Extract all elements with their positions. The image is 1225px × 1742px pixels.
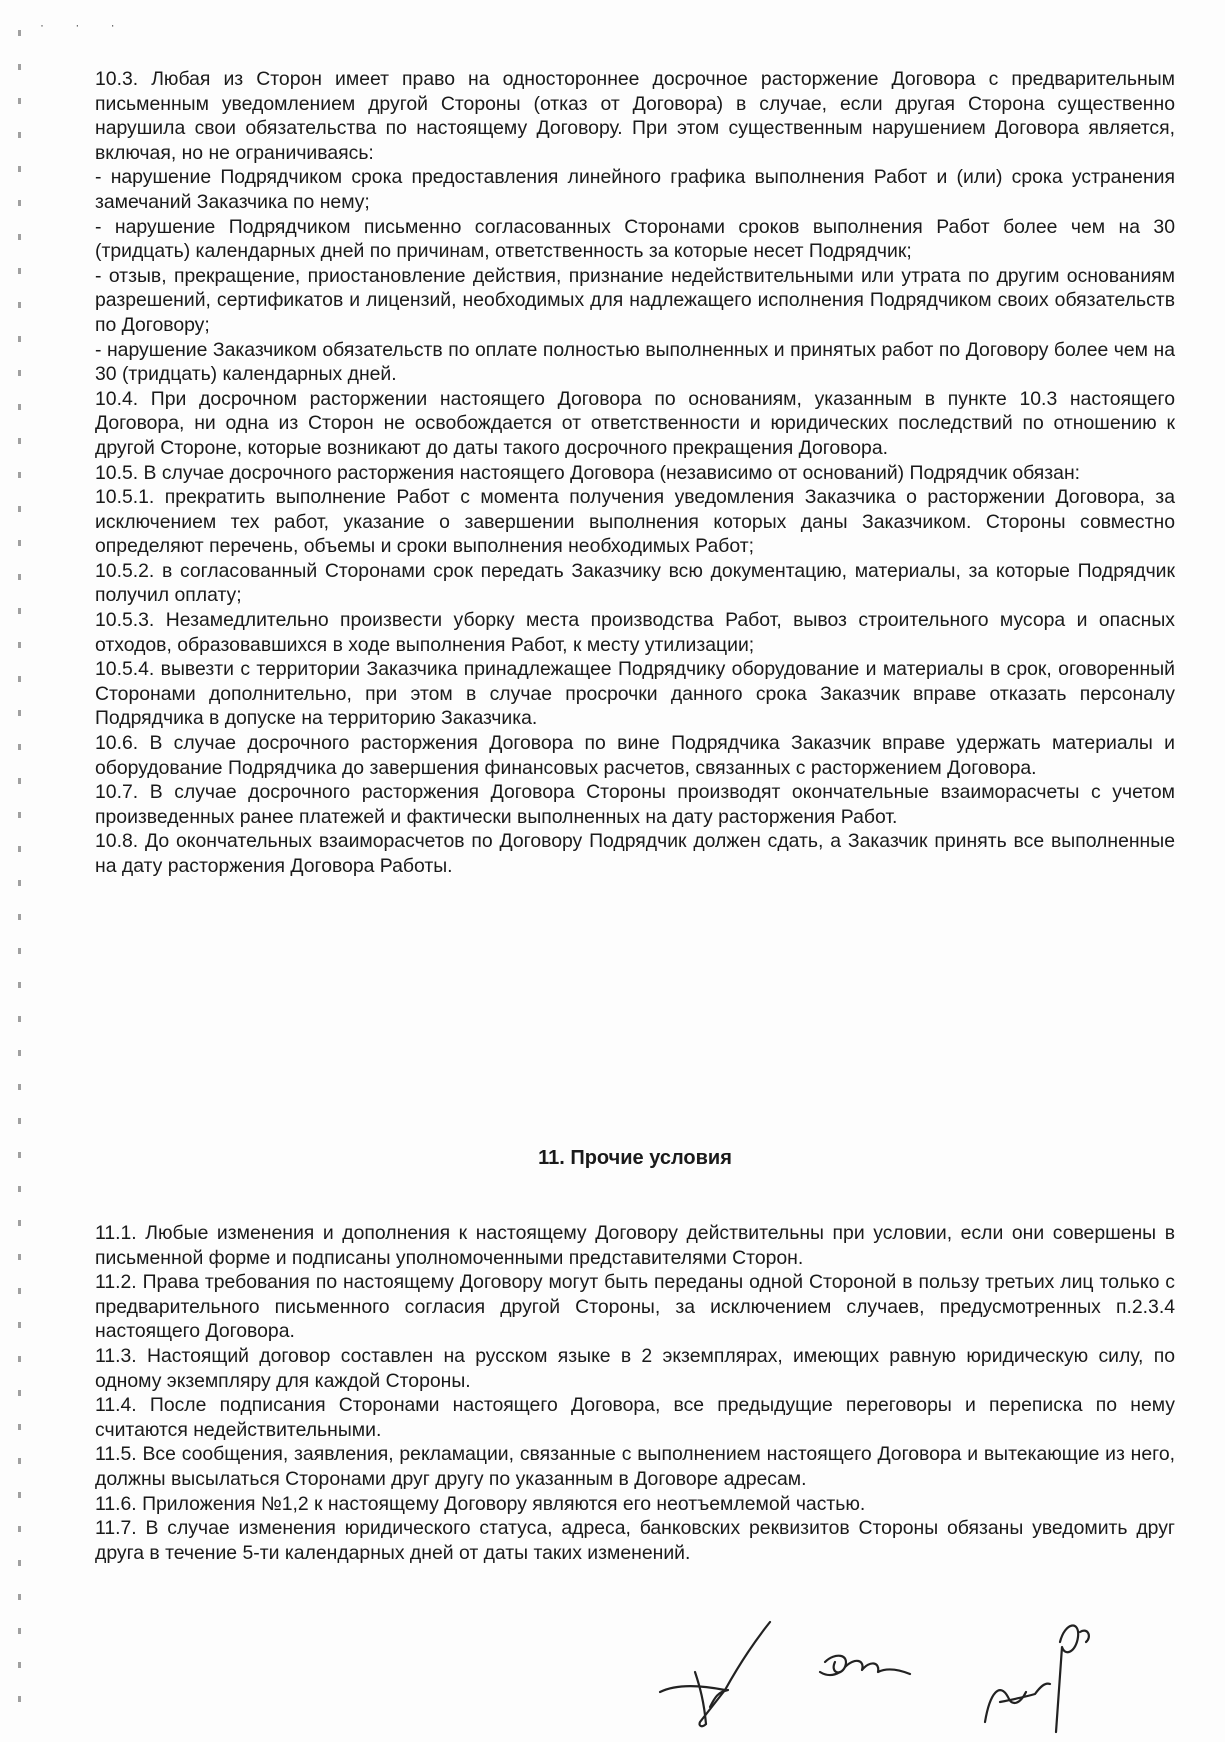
handwritten-signatures: [640, 1612, 1200, 1737]
paragraph-11-6: 11.6. Приложения №1,2 к настоящему Договору являются его неотъемлемой частью.: [95, 1492, 866, 1515]
paragraph-11-1: 11.1. Любые изменения и дополнения к настоящему Договору действительны при условии, если они совершены в письменной форме и подписаны уполномоченными представителями Сторон.: [95, 1222, 1175, 1269]
paragraph-10-5-1: 10.5.1. прекратить выполнение Работ с момента получения уведомления Заказчика о расторжении Договора, за исключением тех работ, указание о завершении выполнения которых даны Заказчиком. Стороны совместно определяют перечень, объемы и сроки выполнения необходимых Работ;: [95, 486, 1175, 558]
signature-3-icon: [985, 1626, 1089, 1732]
paragraph-10-5: 10.5. В случае досрочного расторжения настоящего Договора (независимо от оснований) Подрядчик обязан:: [95, 461, 1081, 484]
paragraph-10-5-3: 10.5.3. Незамедлительно произвести уборку места производства Работ, вывоз строительного мусора и опасных отходов, образовавшихся в ходе выполнения Работ, к месту утилизации;: [95, 609, 1175, 656]
scan-artifact-dots: · · ·: [40, 18, 129, 32]
paragraph-11-7: 11.7. В случае изменения юридического статуса, адреса, банковских реквизитов Стороны обязаны уведомить друг друга в течение 5-ти календарных дней от даты таких изменений.: [95, 1517, 1175, 1564]
section-11-heading: 11. Прочие условия: [538, 1147, 732, 1169]
signature-1-icon: [660, 1622, 770, 1726]
section-11-text: [95, 1221, 1175, 1565]
paragraph-10-3-item-3: - отзыв, прекращение, приостановление действия, признание недействительными или утрата по другим основаниям разрешений, сертификатов и лицензий, необходимых для надлежащего исполнения Подрядчиком своих обязательств по Договору;: [95, 264, 1175, 336]
paragraph-10-8: 10.8. До окончательных взаиморасчетов по Договору Подрядчик должен сдать, а Заказчик принять все выполненные на дату расторжения Договора Работы.: [95, 830, 1175, 877]
paragraph-10-3-item-4: - нарушение Заказчиком обязательств по оплате полностью выполненных и принятых работ по Договору более чем на 30 (тридцать) календарных дней.: [95, 338, 1175, 386]
paragraph-10-5-2: 10.5.2. в согласованный Сторонами срок передать Заказчику всю документацию, материалы, за которые Подрядчик получил оплату;: [95, 559, 1175, 607]
paragraph-11-4: 11.4. После подписания Сторонами настоящего Договора, все предыдущие переговоры и переписка по нему считаются недействительными.: [95, 1394, 1175, 1441]
paragraph-10-3-item-1: - нарушение Подрядчиком срока предоставления линейного графика выполнения Работ и (или) срока устранения замечаний Заказчика по нему;: [95, 166, 1175, 213]
paragraph-11-2: 11.2. Права требования по настоящему Договору могут быть переданы одной Стороной в пользу третьих лиц только с предварительного письменного согласия другой Стороны, за исключением случаев, предусмотренных п.2.3.4 настоящего Договора.: [95, 1271, 1175, 1343]
paragraph-11-5: 11.5. Все сообщения, заявления, рекламации, связанные с выполнением настоящего Договора и вытекающие из него, должны высылаться Сторонами друг другу по указанным в Договоре адресам.: [95, 1443, 1175, 1490]
paragraph-10-5-4: 10.5.4. вывезти с территории Заказчика принадлежащее Подрядчику оборудование и материалы в срок, оговоренный Сторонами дополнительно, при этом в случае просрочки данного срока Заказчик вправе отказать персоналу Подрядчика в допуске на территорию Заказчика.: [95, 658, 1175, 730]
paragraph-10-3-item-2: - нарушение Подрядчиком письменно согласованных Сторонами сроков выполнения Работ более чем на 30 (тридцать) календарных дней по причинам, ответственность за которые несет Подрядчик;: [95, 215, 1175, 263]
section-10-text: [95, 67, 1175, 879]
signature-2-icon: [820, 1656, 910, 1675]
paragraph-10-7: 10.7. В случае досрочного расторжения Договора Стороны производят окончательные взаиморасчеты с учетом произведенных ранее платежей и фактически выполненных на дату расторжения Работ.: [95, 781, 1175, 828]
paragraph-11-3: 11.3. Настоящий договор составлен на русском языке в 2 экземплярах, имеющих равную юридическую силу, по одному экземпляру для каждой Стороны.: [95, 1344, 1175, 1392]
paragraph-10-4: 10.4. При досрочном расторжении настоящего Договора по основаниям, указанным в пункте 10.3 настоящего Договора, ни одна из Сторон не освобождается от ответственности и юридических последствий по отношению к другой Стороне, которые возникают до даты такого досрочного прекращения Договора.: [95, 387, 1175, 459]
paragraph-10-6: 10.6. В случае досрочного расторжения Договора по вине Подрядчика Заказчик вправе удержать материалы и оборудование Подрядчика до завершения финансовых расчетов, связанных с расторжением Договора.: [95, 732, 1175, 779]
paragraph-10-3: 10.3. Любая из Сторон имеет право на одностороннее досрочное расторжение Договора с предварительным письменным уведомлением другой Стороны (отказ от Договора) в случае, если другая Сторона существенно нарушила свои обязательства по настоящему Договору. При этом существенным нарушением Договора является, включая, но не ограничиваясь:: [95, 68, 1175, 164]
binding-margin-marks: [18, 30, 21, 1720]
